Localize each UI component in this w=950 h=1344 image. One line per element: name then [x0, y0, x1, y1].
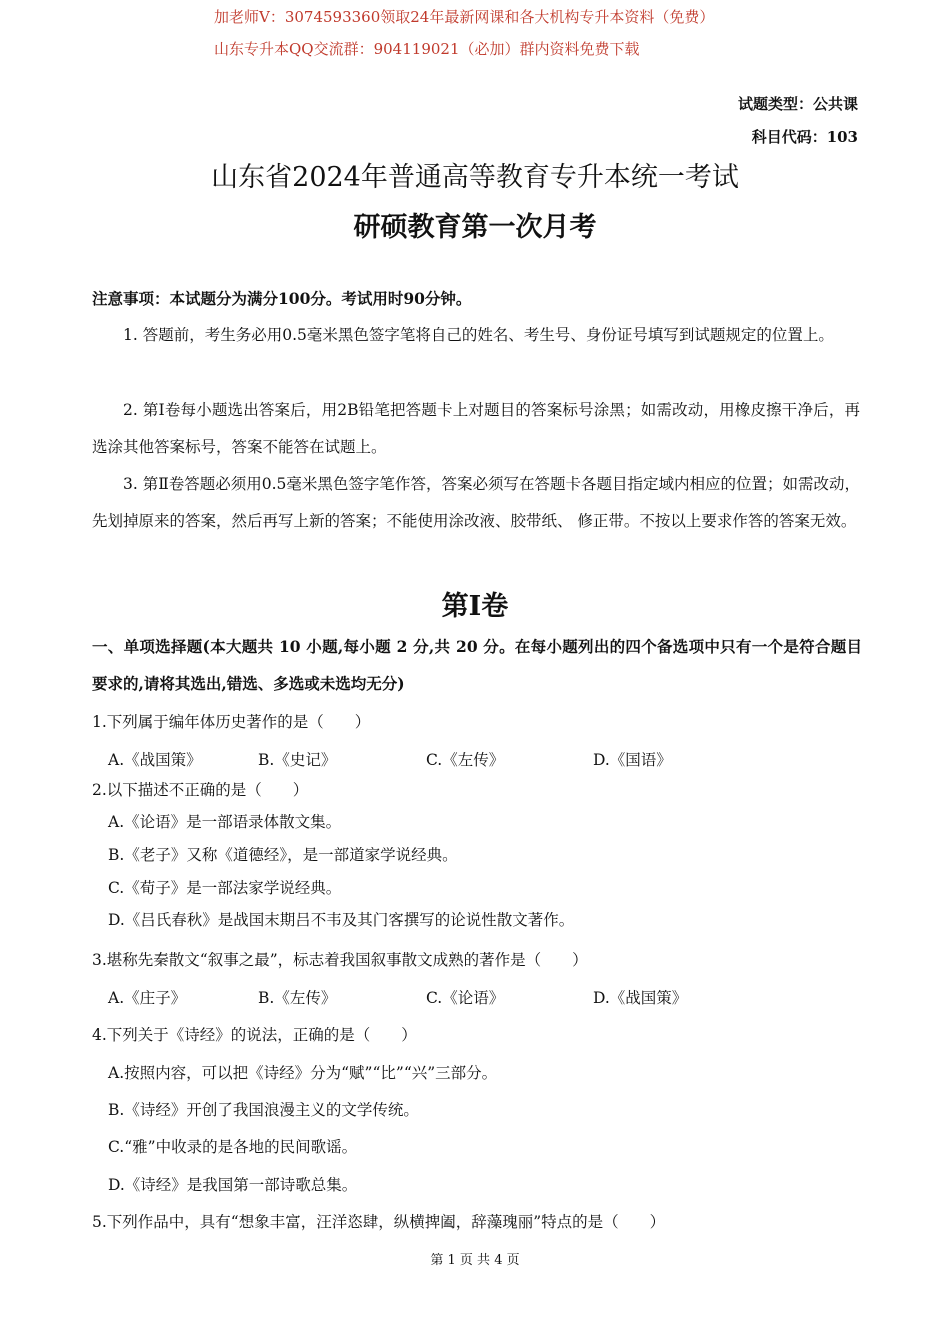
promo-line-1: 加老师V：3074593360领取24年最新网课和各大机构专升本资料（免费） [214, 8, 715, 26]
section-title: 第Ⅰ卷 [441, 591, 509, 622]
q2-option-c: C.《荀子》是一部法家学说经典。 [108, 879, 342, 897]
exam-type: 试题类型：公共课 [737, 95, 858, 113]
notice-heading: 注意事项：本试题分为满分100分。考试用时90分钟。 [92, 289, 472, 308]
q1-option-d: D.《国语》 [593, 751, 672, 769]
q4-option-c: C.“雅”中收录的是各地的民间歌谣。 [108, 1138, 358, 1156]
q4-option-b: B.《诗经》开创了我国浪漫主义的文学传统。 [108, 1101, 419, 1119]
q1-option-b: B.《史记》 [258, 751, 337, 769]
question-1: 1.下列属于编年体历史著作的是（ ） [92, 713, 371, 731]
notice-item-1: 1. 答题前，考生务必用0.5毫米黑色签字笔将自己的姓名、考生号、身份证号填写到试题规定的位置上。 [123, 326, 834, 344]
exam-title: 山东省2024年普通高等教育专升本统一考试 [211, 162, 739, 193]
q3-option-c: C.《论语》 [426, 989, 505, 1007]
notice-item-3: 3. 第Ⅱ卷答题必须用0.5毫米黑色签字笔作答，答案必须写在答题卡各题目指定域内相应的位置；如需改动，先划掉原来的答案，然后再写上新的答案；不能使用涂改液、胶带纸、 修正带。不按以上要求作答的答案无效。 [92, 475, 860, 530]
q3-option-b: B.《左传》 [258, 989, 337, 1007]
exam-subtitle: 研硕教育第一次月考 [353, 212, 597, 243]
q2-option-a: A.《论语》是一部语录体散文集。 [108, 813, 342, 831]
question-5: 5.下列作品中，具有“想象丰富，汪洋恣肆，纵横捭阖，辞藻瑰丽”特点的是（ ） [92, 1213, 666, 1231]
q4-option-d: D.《诗经》是我国第一部诗歌总集。 [108, 1176, 358, 1194]
part-heading: 一、单项选择题(本大题共 10 小题,每小题 2 分,共 20 分。在每小题列出的四个备选项中只有一个是符合题目要求的,请将其选出,错选、多选或未选均无分) [92, 637, 862, 693]
q2-option-b: B.《老子》又称《道德经》，是一部道家学说经典。 [108, 846, 458, 864]
promo-line-2: 山东专升本QQ交流群：904119021（必加）群内资料免费下载 [214, 40, 640, 58]
question-4: 4.下列关于《诗经》的说法，正确的是（ ） [92, 1026, 417, 1044]
q3-option-a: A.《庄子》 [108, 989, 187, 1007]
q1-option-c: C.《左传》 [426, 751, 505, 769]
q1-option-a: A.《战国策》 [108, 751, 202, 769]
page-footer: 第 1 页 共 4 页 [430, 1253, 520, 1268]
q2-option-d: D.《吕氏春秋》是战国末期吕不韦及其门客撰写的论说性散文著作。 [108, 911, 575, 929]
subject-code: 科目代码：103 [751, 128, 858, 146]
question-2: 2.以下描述不正确的是（ ） [92, 781, 309, 799]
notice-item-2: 2. 第Ⅰ卷每小题选出答案后，用2B铅笔把答题卡上对题目的答案标号涂黑；如需改动，用橡皮擦干净后，再选涂其他答案标号，答案不能答在试题上。 [92, 401, 860, 456]
q4-option-a: A.按照内容，可以把《诗经》分为“赋”“比”“兴”三部分。 [108, 1064, 498, 1082]
question-3: 3.堪称先秦散文“叙事之最”，标志着我国叙事散文成熟的著作是（ ） [92, 951, 588, 969]
q3-option-d: D.《战国策》 [593, 989, 688, 1007]
